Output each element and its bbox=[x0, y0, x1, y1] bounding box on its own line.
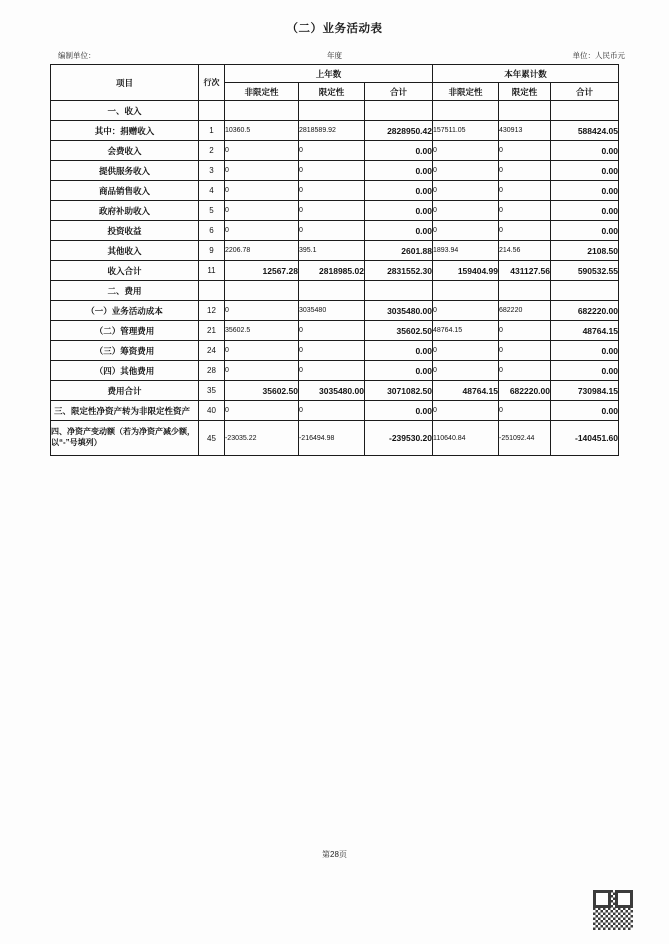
cell-prev-restricted: 2818589.92 bbox=[298, 121, 364, 141]
table-row bbox=[50, 421, 618, 456]
table-row bbox=[50, 161, 618, 181]
cell-prev-restricted: 3035480 bbox=[298, 301, 364, 321]
cell-cur-unrestricted: 0 bbox=[433, 221, 499, 241]
cell-prev-total bbox=[364, 101, 432, 121]
cell-prev-total: 0.00 bbox=[364, 181, 432, 201]
row-label: 二、费用 bbox=[50, 281, 198, 301]
page-title: （二）业务活动表 bbox=[286, 23, 383, 35]
cell-cur-restricted: 0 bbox=[499, 341, 551, 361]
cell-prev-total: 0.00 bbox=[364, 141, 432, 161]
table-row bbox=[50, 321, 618, 341]
header-prev-total: 合计 bbox=[364, 83, 432, 101]
cell-prev-unrestricted: 35602.5 bbox=[224, 321, 298, 341]
row-label: 商品销售收入 bbox=[50, 181, 198, 201]
row-label: 四、净资产变动额（若为净资产减少额，以“-”号填列） bbox=[50, 421, 198, 456]
header-prev-restricted: 限定性 bbox=[298, 83, 364, 101]
cell-prev-unrestricted: 0 bbox=[224, 221, 298, 241]
table-row bbox=[50, 141, 618, 161]
cell-cur-total: 0.00 bbox=[551, 341, 619, 361]
prepared-by-label: 编制单位： bbox=[58, 51, 96, 60]
row-number: 2 bbox=[198, 141, 224, 161]
cell-prev-total bbox=[364, 281, 432, 301]
cell-cur-total: 682220.00 bbox=[551, 301, 619, 321]
row-number: 45 bbox=[198, 421, 224, 456]
row-number: 12 bbox=[198, 301, 224, 321]
row-label: 会费收入 bbox=[50, 141, 198, 161]
page-number: 第28页 bbox=[322, 850, 347, 859]
cell-cur-restricted: 682220.00 bbox=[499, 381, 551, 401]
header-prev-year-group: 上年数 bbox=[224, 65, 432, 83]
cell-cur-restricted: 0 bbox=[499, 401, 551, 421]
row-label: 其他收入 bbox=[50, 241, 198, 261]
header-row-no-text: 行次 bbox=[203, 77, 220, 87]
cell-cur-unrestricted: 48764.15 bbox=[433, 321, 499, 341]
cell-prev-restricted: 0 bbox=[298, 141, 364, 161]
row-number bbox=[198, 281, 224, 301]
cell-cur-unrestricted: 0 bbox=[433, 401, 499, 421]
table-row bbox=[50, 281, 618, 301]
cell-cur-restricted bbox=[499, 101, 551, 121]
cell-prev-restricted: 395.1 bbox=[298, 241, 364, 261]
cell-prev-total: 0.00 bbox=[364, 221, 432, 241]
row-label: 费用合计 bbox=[50, 381, 198, 401]
row-number: 40 bbox=[198, 401, 224, 421]
cell-cur-unrestricted: 0 bbox=[433, 161, 499, 181]
cell-cur-restricted: 0 bbox=[499, 201, 551, 221]
cell-prev-restricted bbox=[298, 101, 364, 121]
cell-cur-restricted: 0 bbox=[499, 221, 551, 241]
cell-cur-unrestricted: 0 bbox=[433, 141, 499, 161]
unit-label: 单位：人民币元 bbox=[572, 51, 625, 60]
cell-prev-unrestricted bbox=[224, 101, 298, 121]
table-row bbox=[50, 221, 618, 241]
cell-cur-total: 590532.55 bbox=[551, 261, 619, 281]
cell-prev-restricted: 0 bbox=[298, 361, 364, 381]
row-label: 其中：捐赠收入 bbox=[50, 121, 198, 141]
cell-cur-unrestricted: 157511.05 bbox=[433, 121, 499, 141]
cell-cur-total: 0.00 bbox=[551, 401, 619, 421]
cell-prev-unrestricted: 0 bbox=[224, 181, 298, 201]
row-label: 投资收益 bbox=[50, 221, 198, 241]
cell-cur-unrestricted: 0 bbox=[433, 361, 499, 381]
cell-prev-total: 0.00 bbox=[364, 341, 432, 361]
cell-cur-total: 0.00 bbox=[551, 361, 619, 381]
cell-prev-total: -239530.20 bbox=[364, 421, 432, 456]
cell-cur-restricted: 0 bbox=[499, 161, 551, 181]
table-row bbox=[50, 101, 618, 121]
cell-cur-unrestricted: 48764.15 bbox=[433, 381, 499, 401]
cell-prev-total: 0.00 bbox=[364, 161, 432, 181]
header-cur-total: 合计 bbox=[551, 83, 619, 101]
row-label: 三、限定性净资产转为非限定性资产 bbox=[50, 401, 198, 421]
header-item: 项目 bbox=[50, 65, 198, 101]
cell-cur-restricted: -251092.44 bbox=[499, 421, 551, 456]
cell-prev-total: 35602.50 bbox=[364, 321, 432, 341]
row-label: 政府补助收入 bbox=[50, 201, 198, 221]
cell-cur-unrestricted: 0 bbox=[433, 181, 499, 201]
cell-cur-total bbox=[551, 281, 619, 301]
cell-prev-total: 2831552.30 bbox=[364, 261, 432, 281]
cell-cur-unrestricted: 0 bbox=[433, 341, 499, 361]
cell-cur-unrestricted: 0 bbox=[433, 201, 499, 221]
cell-cur-restricted: 430913 bbox=[499, 121, 551, 141]
row-number: 9 bbox=[198, 241, 224, 261]
cell-prev-total: 0.00 bbox=[364, 401, 432, 421]
cell-cur-total: 0.00 bbox=[551, 141, 619, 161]
cell-cur-total bbox=[551, 101, 619, 121]
header-cur-unrestricted: 非限定性 bbox=[433, 83, 499, 101]
header-current-year-group: 本年累计数 bbox=[433, 65, 619, 83]
business-activity-table bbox=[50, 64, 619, 456]
cell-prev-unrestricted: 35602.50 bbox=[224, 381, 298, 401]
header-cur-restricted: 限定性 bbox=[499, 83, 551, 101]
cell-prev-unrestricted: 10360.5 bbox=[224, 121, 298, 141]
cell-prev-unrestricted: 2206.78 bbox=[224, 241, 298, 261]
row-label: 提供服务收入 bbox=[50, 161, 198, 181]
row-number: 24 bbox=[198, 341, 224, 361]
row-number: 1 bbox=[198, 121, 224, 141]
cell-cur-unrestricted: 159404.99 bbox=[433, 261, 499, 281]
row-label: 一、收入 bbox=[50, 101, 198, 121]
cell-prev-restricted: 0 bbox=[298, 181, 364, 201]
table-row bbox=[50, 381, 618, 401]
table-head bbox=[50, 65, 618, 101]
qr-code-icon bbox=[593, 890, 633, 930]
period-label: 年度 bbox=[327, 51, 342, 60]
cell-prev-restricted: 0 bbox=[298, 341, 364, 361]
cell-cur-total: 588424.05 bbox=[551, 121, 619, 141]
row-number: 21 bbox=[198, 321, 224, 341]
cell-prev-restricted: 0 bbox=[298, 221, 364, 241]
cell-cur-total: 2108.50 bbox=[551, 241, 619, 261]
header-prev-unrestricted: 非限定性 bbox=[224, 83, 298, 101]
row-number: 4 bbox=[198, 181, 224, 201]
row-label: （三）筹资费用 bbox=[50, 341, 198, 361]
cell-cur-restricted: 0 bbox=[499, 141, 551, 161]
row-number bbox=[198, 101, 224, 121]
cell-prev-unrestricted: 0 bbox=[224, 301, 298, 321]
table-row bbox=[50, 121, 618, 141]
cell-prev-restricted: 3035480.00 bbox=[298, 381, 364, 401]
cell-prev-unrestricted: 0 bbox=[224, 141, 298, 161]
table-row bbox=[50, 361, 618, 381]
row-number: 11 bbox=[198, 261, 224, 281]
table-row bbox=[50, 401, 618, 421]
cell-prev-restricted: 2818985.02 bbox=[298, 261, 364, 281]
cell-cur-total: 0.00 bbox=[551, 201, 619, 221]
cell-prev-total: 2828950.42 bbox=[364, 121, 432, 141]
cell-prev-restricted: -216494.98 bbox=[298, 421, 364, 456]
header-row-no bbox=[198, 65, 224, 101]
cell-cur-restricted: 682220 bbox=[499, 301, 551, 321]
cell-prev-restricted: 0 bbox=[298, 201, 364, 221]
row-label: 收入合计 bbox=[50, 261, 198, 281]
cell-prev-unrestricted: 0 bbox=[224, 161, 298, 181]
table-meta bbox=[0, 36, 669, 64]
table-row bbox=[50, 201, 618, 221]
cell-prev-unrestricted: 0 bbox=[224, 201, 298, 221]
cell-cur-total: 0.00 bbox=[551, 181, 619, 201]
cell-prev-unrestricted: 0 bbox=[224, 401, 298, 421]
cell-cur-unrestricted bbox=[433, 101, 499, 121]
cell-prev-unrestricted: 0 bbox=[224, 361, 298, 381]
cell-prev-unrestricted: 0 bbox=[224, 341, 298, 361]
cell-prev-restricted: 0 bbox=[298, 161, 364, 181]
cell-cur-unrestricted: 110640.84 bbox=[433, 421, 499, 456]
cell-cur-restricted: 0 bbox=[499, 361, 551, 381]
cell-cur-unrestricted: 1893.94 bbox=[433, 241, 499, 261]
cell-prev-unrestricted: -23035.22 bbox=[224, 421, 298, 456]
cell-prev-total: 3035480.00 bbox=[364, 301, 432, 321]
cell-cur-restricted: 431127.56 bbox=[499, 261, 551, 281]
row-label: （一）业务活动成本 bbox=[50, 301, 198, 321]
cell-cur-restricted: 214.56 bbox=[499, 241, 551, 261]
table-row bbox=[50, 241, 618, 261]
row-number: 5 bbox=[198, 201, 224, 221]
table-row bbox=[50, 301, 618, 321]
row-label: （二）管理费用 bbox=[50, 321, 198, 341]
row-number: 35 bbox=[198, 381, 224, 401]
cell-prev-unrestricted: 12567.28 bbox=[224, 261, 298, 281]
cell-prev-total: 0.00 bbox=[364, 201, 432, 221]
cell-cur-total: 0.00 bbox=[551, 161, 619, 181]
cell-cur-unrestricted bbox=[433, 281, 499, 301]
cell-cur-restricted bbox=[499, 281, 551, 301]
cell-cur-total: 730984.15 bbox=[551, 381, 619, 401]
cell-prev-total: 2601.88 bbox=[364, 241, 432, 261]
table-row bbox=[50, 181, 618, 201]
cell-cur-total: 48764.15 bbox=[551, 321, 619, 341]
cell-prev-restricted: 0 bbox=[298, 401, 364, 421]
cell-prev-restricted: 0 bbox=[298, 321, 364, 341]
cell-cur-unrestricted: 0 bbox=[433, 301, 499, 321]
cell-cur-restricted: 0 bbox=[499, 181, 551, 201]
cell-prev-total: 0.00 bbox=[364, 361, 432, 381]
cell-cur-total: -140451.60 bbox=[551, 421, 619, 456]
cell-prev-unrestricted bbox=[224, 281, 298, 301]
row-number: 6 bbox=[198, 221, 224, 241]
cell-prev-restricted bbox=[298, 281, 364, 301]
row-label: （四）其他费用 bbox=[50, 361, 198, 381]
cell-cur-restricted: 0 bbox=[499, 321, 551, 341]
cell-cur-total: 0.00 bbox=[551, 221, 619, 241]
row-number: 3 bbox=[198, 161, 224, 181]
row-number: 28 bbox=[198, 361, 224, 381]
table-body bbox=[50, 101, 618, 456]
table-row bbox=[50, 341, 618, 361]
cell-prev-total: 3071082.50 bbox=[364, 381, 432, 401]
table-row bbox=[50, 261, 618, 281]
